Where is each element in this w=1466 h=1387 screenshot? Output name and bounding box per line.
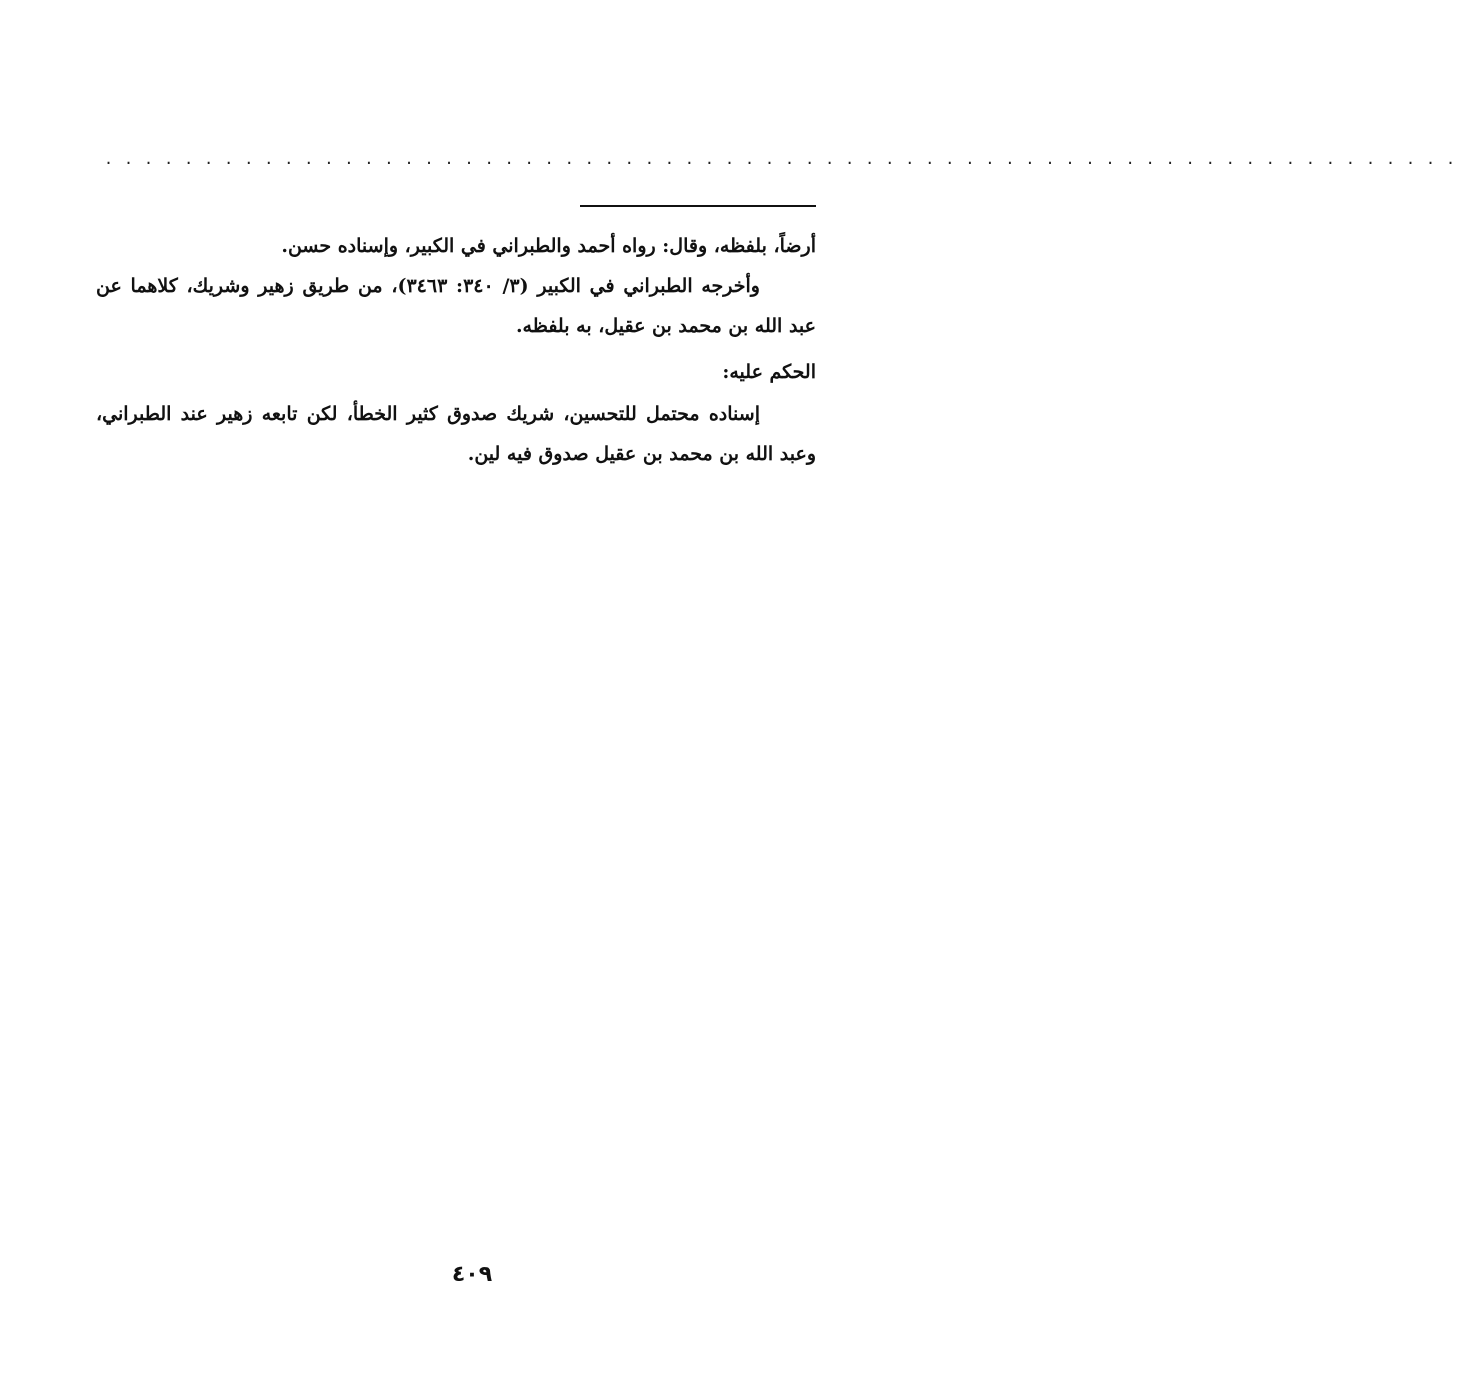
- paragraph-3: إسناده محتمل للتحسين، شريك صدوق كثير الخطأ، لكن تابعه زهير عند الطبراني، وعبد الله بن محمد بن عقيل صدوق فيه لين.: [96, 403, 816, 465]
- page-number: ٤٠٩: [451, 1262, 493, 1287]
- dotted-separator: ....................................................................: [104, 150, 1466, 168]
- main-text: [96, 226, 816, 474]
- paragraph-2: وأخرجه الطبراني في الكبير (٣/ ٣٤٠: ٣٤٦٣)، من طريق زهير وشريك، كلاهما عن عبد الله بن محمد بن عقيل، به بلفظه.: [96, 275, 816, 337]
- section-rule: [580, 205, 816, 207]
- section-heading: الحكم عليه:: [722, 361, 816, 383]
- paragraph-1: أرضاً، بلفظه، وقال: رواه أحمد والطبراني في الكبير، وإسناده حسن.: [281, 235, 816, 257]
